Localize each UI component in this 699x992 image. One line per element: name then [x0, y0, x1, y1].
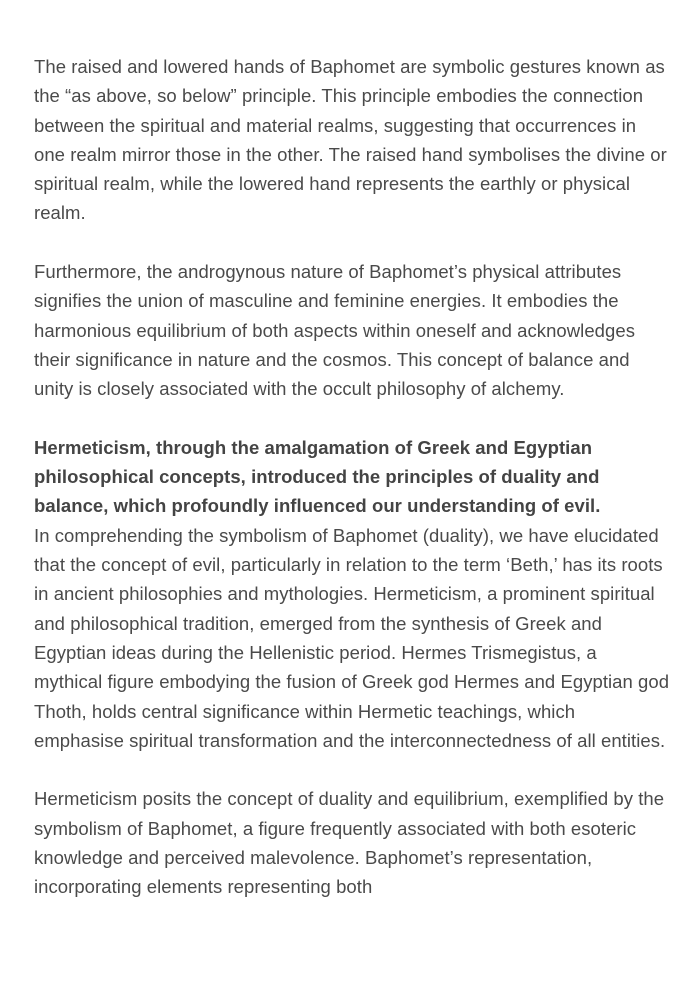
paragraph-duality-equilibrium: Hermeticism posits the concept of duality and equilibrium, exemplified by the symbolism of Baphomet, a figure frequently associated with both esoteric knowledge and perceived malevolence. Baphomet’s representation, incorporating elements representing both: [34, 788, 665, 898]
article-body: [34, 52, 670, 931]
section-heading: Hermeticism, through the amalgamation of Greek and Egyptian philosophical concepts, introduced the principles of duality and balance, which profoundly influenced our understanding of evil.: [34, 436, 601, 517]
paragraph-symbolism-of-baphomet: In comprehending the symbolism of Baphomet (duality), we have elucidated that the concept of evil, particularly in relation to the term ‘Beth,’ has its roots in ancient philosophies and mythologies. Hermeticism, a prominent spiritual and philosophical tradition, emerged from the synthesis of Greek and Egyptian ideas during the Hellenistic period. Hermes Trismegistus, a mythical figure embodying the fusion of Greek god Hermes and Egyptian god Thoth, holds central significance within Hermetic teachings, which emphasise spiritual transformation and the interconnectedness of all entities.: [34, 524, 670, 751]
section-block-hermeticism: [34, 433, 670, 755]
paragraph-androgynous-nature: Furthermore, the androgynous nature of Baphomet’s physical attributes signifies the union of masculine and feminine energies. It embodies the harmonious equilibrium of both aspects within oneself and acknowledges their significance in nature and the cosmos. This concept of balance and unity is closely associated with the occult philosophy of alchemy.: [34, 261, 635, 400]
paragraph-as-above-so-below: The raised and lowered hands of Baphomet are symbolic gestures known as the “as above, so below” principle. This principle embodies the connection between the spiritual and material realms, suggesting that occurrences in one realm mirror those in the other. The raised hand symbolises the divine or spiritual realm, while the lowered hand represents the earthly or physical realm.: [34, 56, 667, 224]
